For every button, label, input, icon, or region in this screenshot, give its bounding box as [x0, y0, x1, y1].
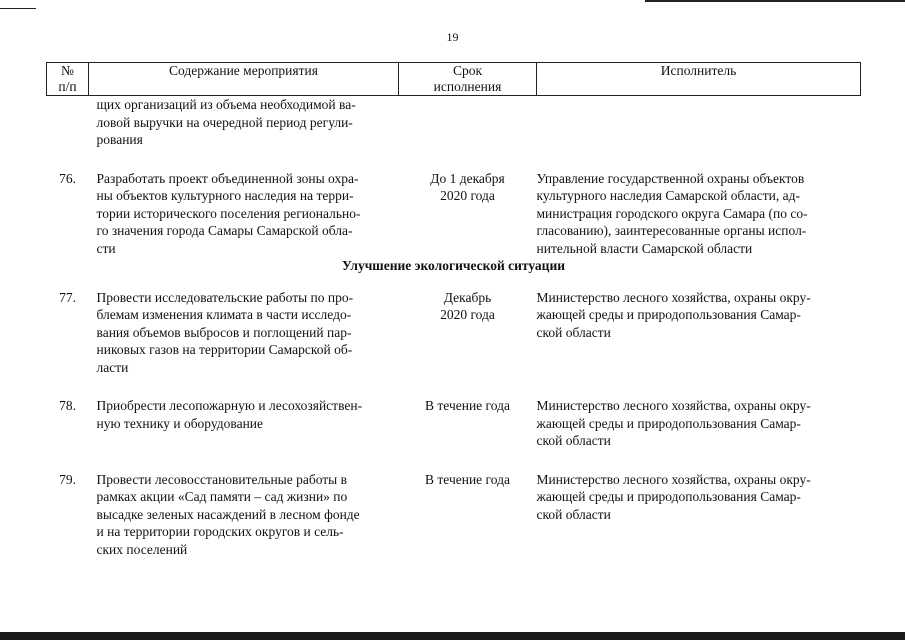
spacer [399, 149, 415, 258]
term-text [415, 376, 521, 450]
text-line: В течение года [425, 398, 510, 413]
executor-text [537, 376, 861, 450]
table-header-row [47, 63, 861, 96]
term-text [415, 96, 521, 149]
table-row-continuation [47, 96, 861, 149]
text-line: сти [96, 240, 116, 256]
text-line: тории исторического поселения регионально- [96, 205, 361, 221]
table-row [47, 376, 861, 450]
task-text [97, 149, 399, 258]
executor-text [537, 275, 861, 377]
text-line: ную технику и оборудование [96, 415, 264, 431]
text-line: жающей среды и природопользования Самар- [536, 489, 801, 504]
text-line: Разработать проект объединенной зоны охра- [96, 170, 359, 186]
executor-text [537, 96, 861, 149]
text-line: Срок [452, 63, 483, 78]
text-line: го значения города Самары Самарской обла- [96, 223, 353, 238]
row-number: 77. [59, 289, 76, 305]
scan-edge-bottom [0, 632, 905, 640]
text-line: нительной власти Самарской области [536, 240, 753, 256]
text-line: щих организаций из объема необходимой ва- [96, 97, 356, 112]
text-line: Управление государственной охраны объектов [536, 170, 805, 186]
text-line: никовых газов на территории Самарской об- [96, 342, 353, 357]
header-num [47, 63, 89, 96]
text-line: ской области [536, 433, 611, 448]
text-line: министрация городского округа Самара (по со- [536, 205, 808, 221]
text-line: Исполнитель [660, 63, 737, 78]
activity-table [46, 62, 861, 558]
text-line: ской области [536, 324, 611, 340]
spacer [89, 149, 97, 258]
spacer [399, 450, 415, 559]
text-line: До 1 декабря [430, 170, 505, 186]
text-line: ны объектов культурного наследия на терри- [96, 188, 354, 203]
header-content [89, 63, 399, 96]
spacer [89, 376, 97, 450]
term-text [415, 275, 521, 377]
text-line: ских поселений [96, 541, 188, 557]
spacer [399, 275, 415, 377]
text-line: В течение года [425, 471, 510, 487]
term-text [415, 450, 521, 559]
header-executor [537, 63, 861, 96]
table-row [47, 275, 861, 377]
text-line: и на территории городских округов и сель- [96, 524, 344, 539]
task-text [97, 450, 399, 559]
spacer [521, 275, 537, 377]
text-line: Министерство лесного хозяйства, охраны окру- [536, 398, 811, 413]
text-line: высадке зеленых насаждений в лесном фонде [96, 506, 360, 522]
text-line: Содержание мероприятия [169, 63, 318, 78]
task-text [97, 376, 399, 450]
spacer [399, 96, 415, 149]
text-line: рамках акции «Сад памяти – сад жизни» по [96, 489, 348, 504]
scan-edge-top-left [0, 8, 36, 9]
text-line: № [61, 63, 74, 78]
text-line: жающей среды и природопользования Самар- [536, 415, 801, 431]
text-line: гласованию), заинтересованные органы испол- [536, 223, 807, 238]
text-line: 2020 года [440, 307, 495, 322]
header-term [399, 63, 537, 96]
text-line: ской области [536, 506, 611, 522]
text-line: Провести лесовосстановительные работы в [96, 471, 348, 487]
executor-text [537, 149, 861, 258]
text-line: Декабрь [443, 289, 492, 305]
spacer [89, 450, 97, 559]
text-line: Провести исследовательские работы по про- [96, 289, 354, 305]
spacer [521, 96, 537, 149]
section-title: Улучшение экологической ситуации [341, 258, 566, 273]
text-line: Приобрести лесопожарную и лесохозяйствен- [96, 398, 363, 413]
executor-text [537, 450, 861, 559]
text-line: ласти [96, 359, 129, 375]
text-line: ловой выручки на очередной период регули- [96, 114, 353, 130]
text-line: блемам изменения климата в части исследо- [96, 307, 352, 322]
text-line: исполнения [433, 79, 502, 94]
spacer [521, 450, 537, 559]
text-line: п/п [58, 79, 77, 94]
text-line: вания объемов выбросов и поглощений пар- [96, 324, 352, 340]
page-number: 19 [446, 30, 459, 44]
table-row [47, 149, 861, 258]
spacer [521, 149, 537, 258]
row-number: 79. [59, 471, 76, 487]
text-line: Министерство лесного хозяйства, охраны окру- [536, 289, 811, 305]
row-number: 76. [59, 170, 76, 186]
table-row [47, 450, 861, 559]
spacer [521, 376, 537, 450]
text-line: Министерство лесного хозяйства, охраны окру- [536, 471, 811, 487]
term-text [415, 149, 521, 258]
row-number [47, 96, 89, 149]
section-title-row [47, 257, 861, 275]
text-line: жающей среды и природопользования Самар- [536, 307, 801, 322]
row-number: 78. [59, 398, 76, 413]
text-line: рования [96, 132, 143, 147]
text-line: 2020 года [440, 188, 495, 203]
task-text [97, 275, 399, 377]
spacer [89, 96, 97, 149]
scan-edge-top-right [645, 0, 905, 2]
text-line: культурного наследия Самарской области, ад- [536, 188, 801, 203]
spacer [89, 275, 97, 377]
task-text [97, 96, 399, 149]
spacer [399, 376, 415, 450]
